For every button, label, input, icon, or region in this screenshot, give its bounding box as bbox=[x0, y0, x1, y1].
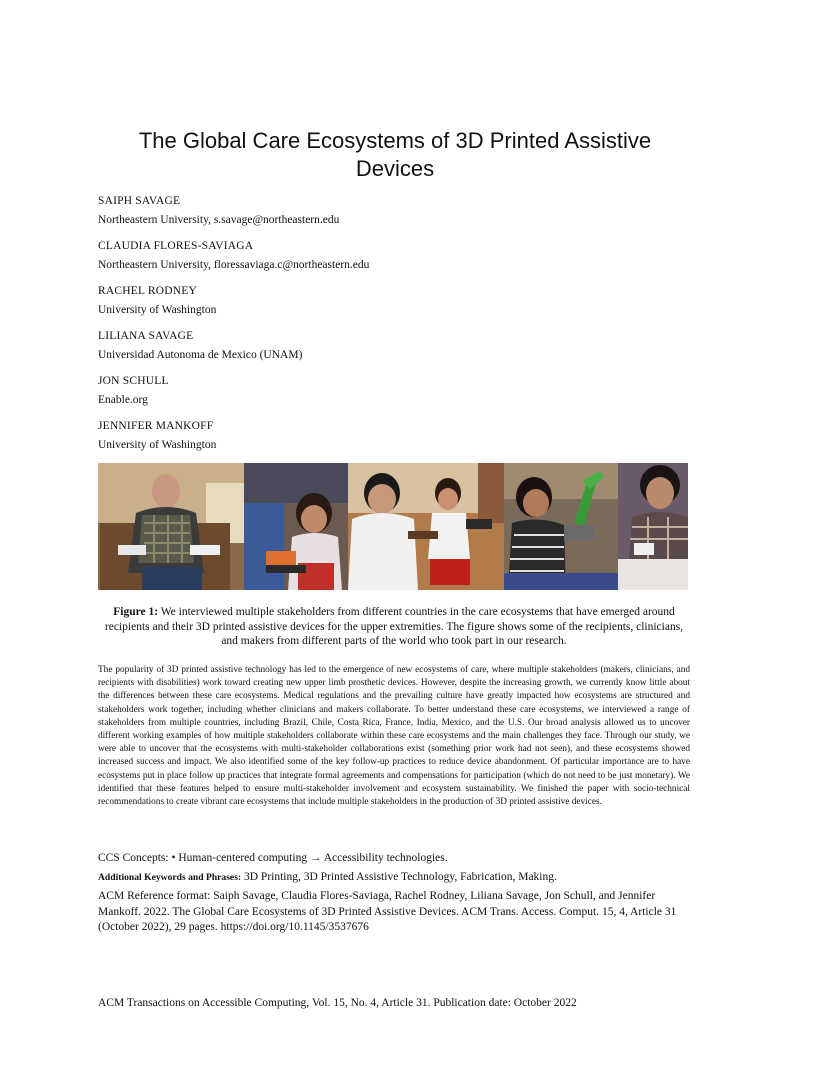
author-entry bbox=[98, 193, 718, 228]
ccs-concepts: CCS Concepts: • Human-centered computing → Accessibility technologies. bbox=[98, 852, 448, 864]
photo-girl-with-device bbox=[244, 463, 348, 590]
author-entry bbox=[98, 418, 718, 453]
keywords-label: Additional Keywords and Phrases: bbox=[98, 872, 242, 883]
abstract: The popularity of 3D printed assistive technology has led to the emergence of new ecosystems of care, where multiple stakeholders (makers, clinicians, and recipients with disabilities) work toward creating new upper limb prosthetic devices. However, despite the increasing growth, we currently know little about the differences between these care ecosystems. Medical regulations and the prevailing culture have greatly impacted how ecosystems are structured and stakeholders work together, including whether clinicians and makers collaborate. To better understand these care ecosystems, we interviewed a range of stakeholders from multiple countries, including Brazil, Chile, Costa Rica, France, India, Mexico, and the U.S. Our broad analysis allowed us to uncover different working examples of how multiple stakeholders collaborate within these care ecosystems and the main challenges they face. Through our study, we were able to uncover that the ecosystems with multi-stakeholder collaborations exist (something prior work had not seen), and these ecosystems showed increased success and impact. We also identified some of the key follow-up practices to reduce device abandonment. Of particular importance are to have ecosystems put in place follow up practices that integrate formal agreements and compensations for participation (which do not need to be just monetary). We identified that these features helped to ensure multi-stakeholder involvement and ecosystem sustainability. We finished the paper with socio-technical recommendations to create vibrant care ecosystems that include multiple stakeholders in the production of 3D printed assistive devices. bbox=[98, 665, 690, 808]
keywords bbox=[98, 870, 690, 885]
author-affiliation: Universidad Autonoma de Mexico (UNAM) bbox=[98, 349, 303, 361]
author-affiliation: Northeastern University, floressaviaga.c@northeastern.edu bbox=[98, 259, 370, 271]
author-name: RACHEL RODNEY bbox=[98, 285, 197, 297]
figure-caption bbox=[100, 605, 688, 649]
author-name: CLAUDIA FLORES-SAVIAGA bbox=[98, 240, 254, 252]
author-entry bbox=[98, 328, 718, 363]
page-footer: ACM Transactions on Accessible Computing, Vol. 15, No. 4, Article 31. Publication date: October 2022 bbox=[98, 997, 577, 1009]
author-affiliation: University of Washington bbox=[98, 304, 217, 316]
author-affiliation: Northeastern University, s.savage@northeastern.edu bbox=[98, 214, 340, 226]
author-name: JENNIFER MANKOFF bbox=[98, 420, 214, 432]
acm-reference: ACM Reference format: Saiph Savage, Claudia Flores-Saviaga, Rachel Rodney, Liliana Savage, Jon Schull, and Jennifer Mankoff. 2022. The Global Care Ecosystems of 3D Printed Assistive Devices. ACM Trans. Access. Comput. 15, 4, Article 31 (October 2022), 29 pages. https://doi.org/10.1145/3537676 bbox=[98, 890, 677, 933]
author-name: SAIPH SAVAGE bbox=[98, 195, 181, 207]
author-affiliation: University of Washington bbox=[98, 439, 217, 451]
author-entry bbox=[98, 373, 718, 408]
photo-man-with-prosthetic bbox=[98, 463, 244, 590]
author-entry bbox=[98, 283, 718, 318]
figure-label: Figure 1: bbox=[113, 606, 159, 618]
paper-title: The Global Care Ecosystems of 3D Printed Assistive Devices bbox=[138, 128, 652, 181]
author-affiliation: Enable.org bbox=[98, 394, 148, 406]
photo-clinician-fitting bbox=[348, 463, 504, 590]
keywords-text: 3D Printing, 3D Printed Assistive Technology, Fabrication, Making. bbox=[241, 871, 557, 883]
photo-girl-green-hand bbox=[504, 463, 618, 590]
author-entry bbox=[98, 238, 718, 273]
author-name: LILIANA SAVAGE bbox=[98, 330, 194, 342]
photo-boy-at-table bbox=[618, 463, 688, 590]
figure-caption-text: We interviewed multiple stakeholders from different countries in the care ecosystems that have emerged around recipients and their 3D printed assistive devices for the upper extremities. The figure shows some of the recipients, clinicians, and makers from different parts of the world who took part in our research. bbox=[104, 606, 684, 647]
figure-photo-strip bbox=[98, 463, 688, 590]
author-name: JON SCHULL bbox=[98, 375, 169, 387]
author-list bbox=[98, 193, 718, 463]
